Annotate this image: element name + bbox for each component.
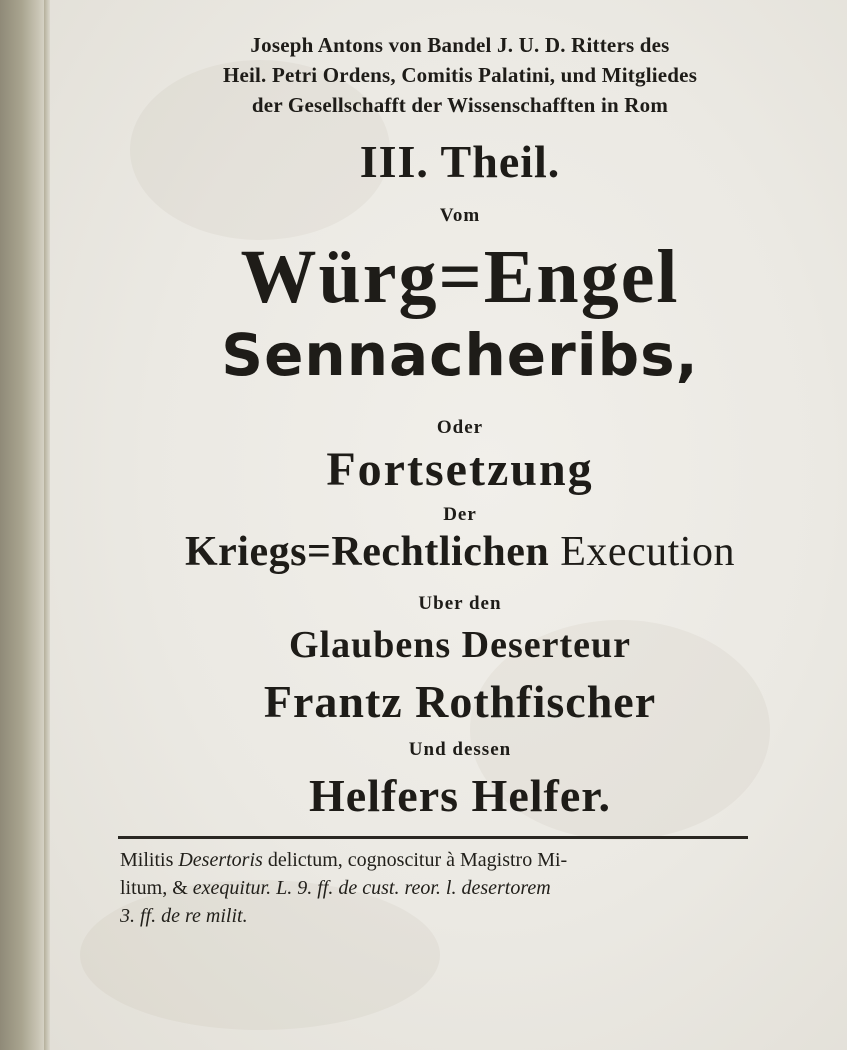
motto-line-1: Militis Desertoris delictum, cognoscitur à Magistro Mi- bbox=[120, 849, 568, 871]
word-kriegs: Kriegs=Rechtlichen bbox=[185, 529, 550, 575]
latin-motto bbox=[120, 846, 748, 930]
word-und-dessen: Und dessen bbox=[408, 739, 512, 760]
word-ueber-den: Uber den bbox=[418, 593, 502, 614]
title-glaubens: Glaubens Deserteur bbox=[288, 624, 632, 666]
title-person: Frantz Rothfischer bbox=[263, 676, 657, 727]
divider-rule bbox=[118, 836, 748, 839]
part-number: III. Theil. bbox=[359, 136, 561, 187]
heading-line-3: der Gesellschafft der Wissenschafften in Rom bbox=[251, 93, 669, 117]
title-fortsetzung: Fortsetzung bbox=[326, 443, 594, 496]
word-der: Der bbox=[443, 504, 477, 525]
word-vom: Vom bbox=[439, 205, 481, 226]
title-main: Würg=Engel bbox=[240, 235, 680, 319]
word-execution: Execution bbox=[560, 529, 735, 575]
book-spine bbox=[0, 0, 48, 1050]
heading-line-2: Heil. Petri Ordens, Comitis Palatini, und Mitgliedes bbox=[222, 63, 698, 87]
title-name: Sennacheribs, bbox=[221, 321, 699, 389]
author-heading bbox=[110, 30, 810, 120]
heading-line-1: Joseph Antons von Bandel J. U. D. Ritters des bbox=[250, 33, 670, 57]
motto-line-3: 3. ff. de re milit. bbox=[120, 905, 248, 927]
motto-line-2: litum, & exequitur. L. 9. ff. de cust. reor. l. desertorem bbox=[120, 877, 551, 899]
title-helfers: Helfers Helfer. bbox=[309, 770, 611, 821]
word-oder: Oder bbox=[436, 417, 484, 438]
title-kriegs-line bbox=[110, 523, 810, 581]
